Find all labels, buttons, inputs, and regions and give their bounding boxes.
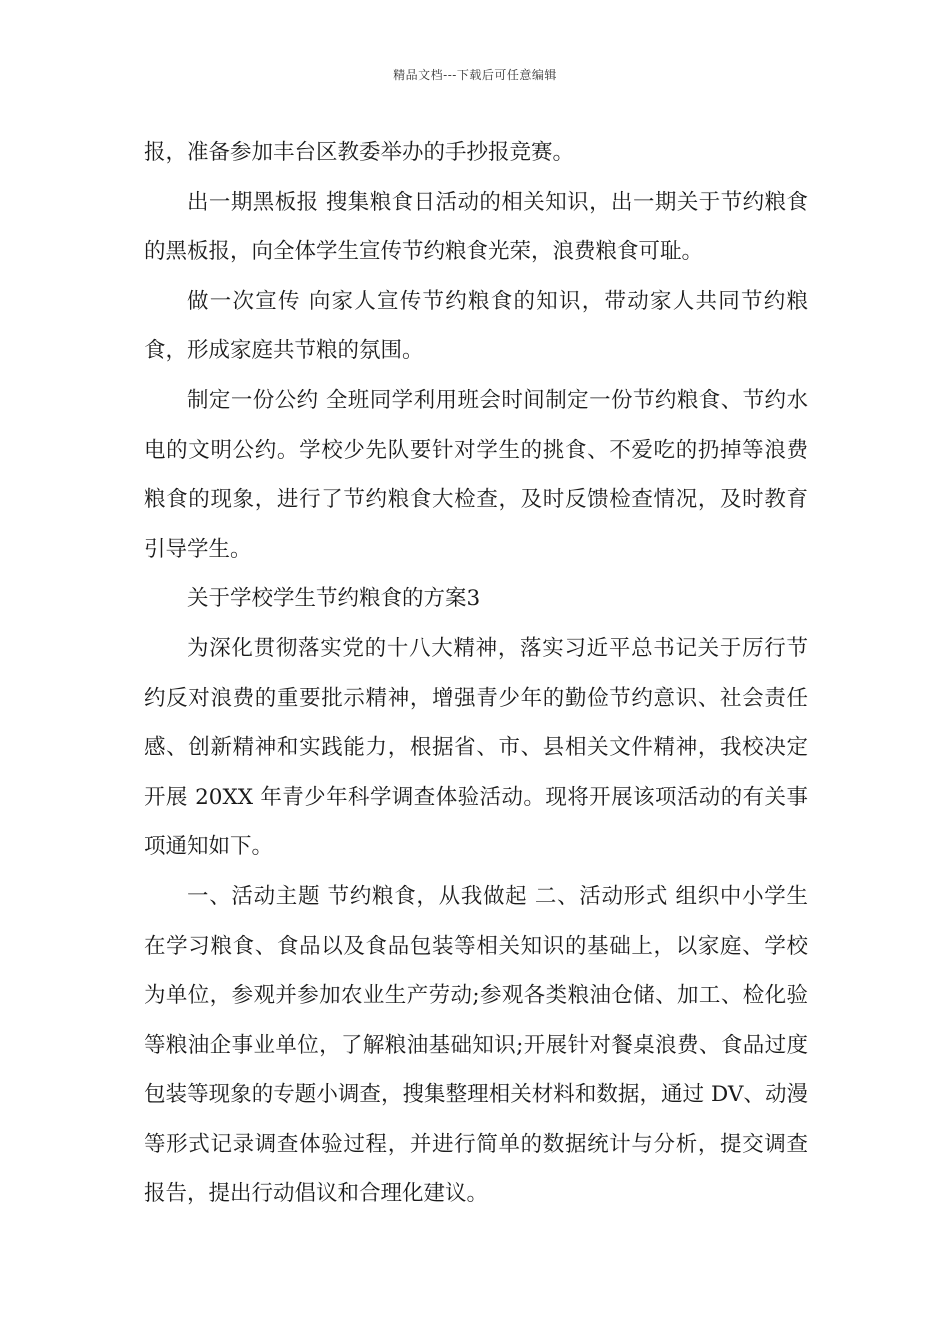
paragraph-5: 为深化贯彻落实党的十八大精神，落实习近平总书记关于厉行节约反对浪费的重要批示精神，增强青少年的勤俭节约意识、社会责任感、创新精神和实践能力，根据省、市、县相关文件精神，我校决定开展 20XX 年青少年科学调查体验活动。现将开展该项活动的有关事项通知如下。 <box>144 635 808 860</box>
paragraph-2: 出一期黑板报 搜集粮食日活动的相关知识，出一期关于节约粮食的黑板报，向全体学生宣传节约粮食光荣，浪费粮食可耻。 <box>144 189 808 265</box>
paragraph-1: 报，准备参加丰台区教委举办的手抄报竞赛。 <box>144 140 575 165</box>
document-body <box>144 128 808 1219</box>
paragraph-3: 做一次宣传 向家人宣传节约粮食的知识，带动家人共同节约粮食，形成家庭共节粮的氛围。 <box>144 288 808 364</box>
paragraph-4: 制定一份公约 全班同学利用班会时间制定一份节约粮食、节约水电的文明公约。学校少先队要针对学生的挑食、不爱吃的扔掉等浪费粮食的现象，进行了节约粮食大检查，及时反馈检查情况，及时教育引导学生。 <box>144 387 808 562</box>
paragraph-6: 一、活动主题 节约粮食，从我做起 二、活动形式 组织中小学生在学习粮食、食品以及食品包装等相关知识的基础上，以家庭、学校为单位，参观并参加农业生产劳动;参观各类粮油仓储、加工、检化验等粮油企事业单位，了解粮油基础知识;开展针对餐桌浪费、食品过度包装等现象的专题小调查，搜集整理相关材料和数据，通过 DV、动漫等形式记录调查体验过程，并进行简单的数据统计与分析，提交调查报告，提出行动倡议和合理化建议。 <box>144 883 808 1207</box>
page-header: 精品文档---下载后可任意编辑 <box>393 68 557 82</box>
section-heading: 关于学校学生节约粮食的方案3 <box>187 586 481 612</box>
